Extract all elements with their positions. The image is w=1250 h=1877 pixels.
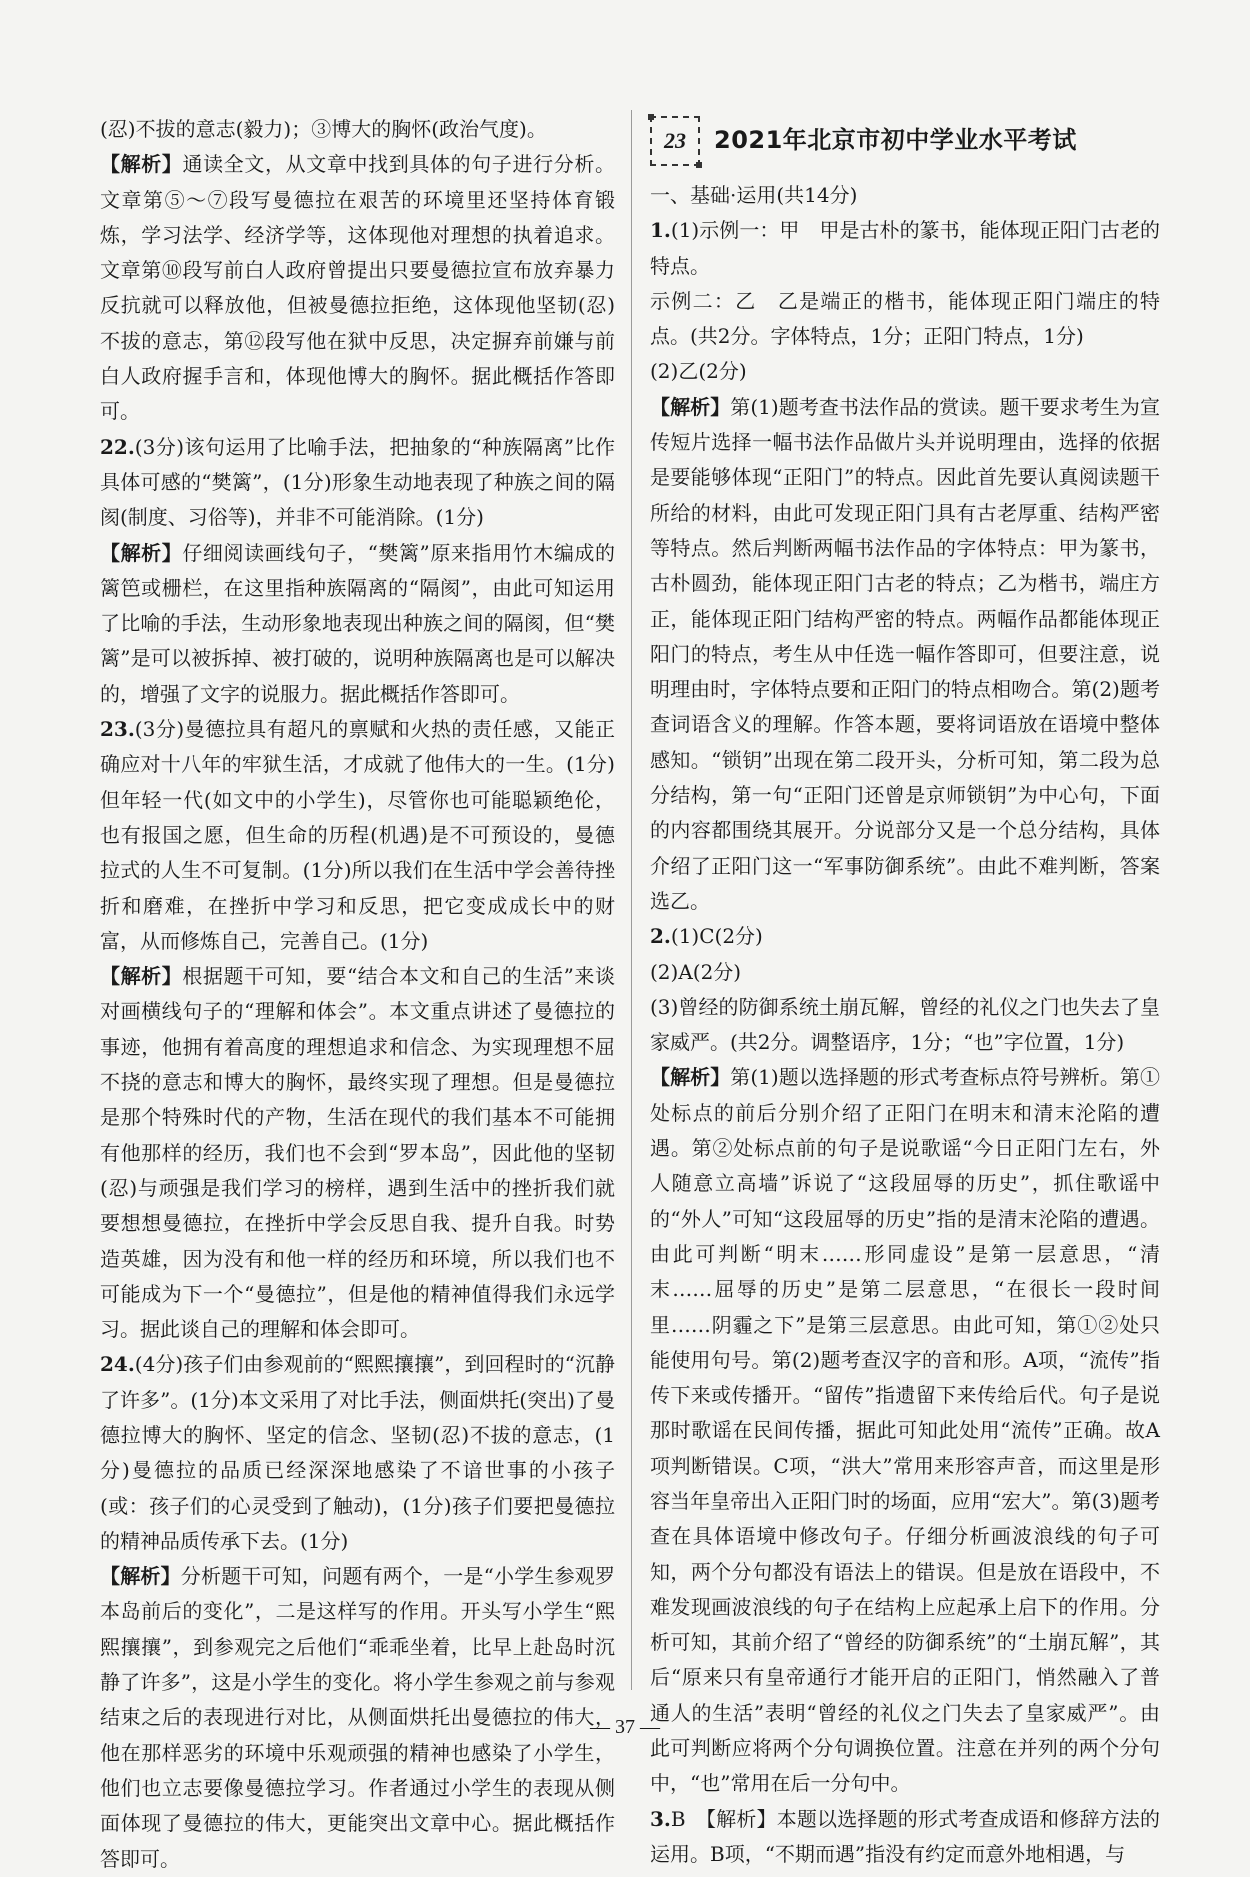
paragraph-tag: 1. bbox=[650, 218, 671, 243]
paragraph-text: 仔细阅读画线句子，“樊篱”原来指用竹木编成的篱笆或栅栏，在这里指种族隔离的“隔阂”，由此可知运用了比喻的手法，生动形象地表现出种族之间的隔阂，但“樊篱”是可以被拆掉、被打破的，说明种族隔离也是可以解决的，增强了文字的说服力。据此概括作答即可。 bbox=[100, 540, 615, 706]
answer-paragraph bbox=[650, 390, 1160, 919]
paragraph-tag: 23. bbox=[100, 717, 135, 742]
paragraph-text: (4分)孩子们由参观前的“熙熙攘攘”，到回程时的“沉静了许多”。(1分)本文采用了对比手法，侧面烘托(突出)了曼德拉博大的胸怀、坚定的信念、坚韧(忍)不拔的意志，(1分)曼德拉的品质已经深深地感染了不谙世事的小孩子(或：孩子们的心灵受到了触动)，(1分)孩子们要把曼德拉的精神品质传承下去。(1分) bbox=[100, 1352, 615, 1553]
paragraph-text: (3)曾经的防御系统土崩瓦解，曾经的礼仪之门也失去了皇家威严。(共2分。调整语序，1分；“也”字位置，1分) bbox=[650, 994, 1160, 1055]
paragraph-tag: 【解析】 bbox=[650, 394, 731, 419]
paragraph-text: B 【解析】本题以选择题的形式考查成语和修辞方法的运用。B项，“不期而遇”指没有约定而意外地相遇，与 bbox=[650, 1806, 1160, 1866]
paragraph-tag: 2. bbox=[650, 924, 671, 949]
paragraph-text: (1)示例一：甲 甲是古朴的篆书，能体现正阳门古老的特点。 bbox=[650, 218, 1160, 278]
paragraph-text: (1)C(2分) bbox=[670, 924, 763, 949]
paragraph-text: 示例二：乙 乙是端正的楷书，能体现正阳门端庄的特点。(共2分。字体特点，1分；正阳门特点，1分) bbox=[650, 288, 1160, 349]
paragraph-text: (2)A(2分) bbox=[650, 959, 742, 984]
paragraph-tag: 【解析】 bbox=[100, 540, 183, 565]
answer-paragraph bbox=[100, 112, 615, 147]
paragraph-text: (3分)该句运用了比喻手法，把抽象的“种族隔离”比作具体可感的“樊篱”，(1分)形象生动地表现了种族之间的隔阂(制度、习俗等)，并非不可能消除。(1分) bbox=[100, 434, 615, 530]
paragraph-text: 通读全文，从文章中找到具体的句子进行分析。文章第⑤～⑦段写曼德拉在艰苦的环境里还坚持体育锻炼，学习法学、经济学等，这体现他对理想的执着追求。文章第⑩段写前白人政府曾提出只要曼德拉宣布放弃暴力反抗就可以释放他，但被曼德拉拒绝，这体现他坚韧(忍)不拔的意志，第⑫段写他在狱中反思，决定摒弃前嫌与前白人政府握手言和，体现他博大的胸怀。据此概括作答即可。 bbox=[100, 152, 615, 424]
answer-paragraph bbox=[650, 919, 1160, 954]
paragraph-tag: 24. bbox=[100, 1352, 135, 1377]
paragraph-tag: 【解析】 bbox=[100, 152, 183, 177]
paragraph-tag: 【解析】 bbox=[100, 1564, 181, 1589]
answer-paragraph bbox=[100, 536, 615, 712]
answer-paragraph bbox=[100, 430, 615, 536]
section-header bbox=[650, 112, 1160, 170]
answer-paragraph bbox=[650, 1060, 1160, 1801]
right-column-body bbox=[650, 178, 1160, 1872]
answer-paragraph bbox=[100, 712, 615, 959]
answer-paragraph bbox=[650, 990, 1160, 1061]
paragraph-tag: 【解析】 bbox=[650, 1065, 731, 1090]
column-divider bbox=[631, 110, 632, 1690]
answer-paragraph bbox=[100, 1347, 615, 1559]
answer-paragraph bbox=[650, 955, 1160, 990]
paragraph-tag: 【解析】 bbox=[100, 964, 183, 989]
paragraph-text: 根据题干可知，要“结合本文和自己的生活”来谈对画横线句子的“理解和体会”。本文重点讲述了曼德拉的事迹，他拥有着高度的理想追求和信念、为实现理想不屈不挠的意志和博大的胸怀，最终实现了理想。但是曼德拉是那个特殊时代的产物，生活在现代的我们基本不可能拥有他那样的经历，我们也不会到“罗本岛”，因此他的坚韧(忍)与顽强是我们学习的榜样，遇到生活中的挫折我们就要想想曼德拉，在挫折中学会反思自我、提升自我。时势造英雄，因为没有和他一样的经历和环境，所以我们也不可能成为下一个“曼德拉”，但是他的精神值得我们永远学习。据此谈自己的理解和体会即可。 bbox=[100, 964, 615, 1342]
paragraph-tag: 22. bbox=[100, 434, 135, 459]
answer-paragraph bbox=[650, 284, 1160, 355]
paragraph-text: 第(1)题以选择题的形式考查标点符号辨析。第①处标点的前后分别介绍了正阳门在明末和清末沦陷的遭遇。第②处标点前的句子是说歌谣“今日正阳门左右，外人随意立高墙”诉说了“这段屈辱的历史”，抓住歌谣中的“外人”可知“这段屈辱的历史”指的是清末沦陷的遭遇。由此可判断“明末……形同虚设”是第一层意思，“清末……屈辱的历史”是第二层意思，“在很长一段时间里……阴霾之下”是第三层意思。由此可知，第①②处只能使用句号。第(2)题考查汉字的音和形。A项，“流传”指传下来或传播开。“留传”指遗留下来传给后代。句子是说那时歌谣在民间传播，据此可知此处用“流传”正确。故A项判断错误。C项，“洪大”常用来形容声音，而这里是形容当年皇帝出入正阳门时的场面，应用“宏大”。第(3)题考查在具体语境中修改句子。仔细分析画波浪线的句子可知，两个分句都没有语法上的错误。但是放在语段中，不难发现画波浪线的句子在结构上应起承上启下的作用。分析可知，其前介绍了“曾经的防御系统”的“土崩瓦解”，其后“原来只有皇帝通行才能开启的正阳门，悄然融入了普通人的生活”表明“曾经的礼仪之门失去了皇家威严”。由此可判断应将两个分句调换位置。注意在并列的两个分句中，“也”常用在后一分句中。 bbox=[650, 1065, 1160, 1796]
section-number-box bbox=[650, 116, 700, 166]
section-number: 23 bbox=[664, 128, 686, 154]
answer-paragraph bbox=[100, 959, 615, 1347]
paragraph-text: 一、基础·运用(共14分) bbox=[650, 183, 858, 207]
paragraph-text: 第(1)题考查书法作品的赏读。题干要求考生为宣传短片选择一幅书法作品做片头并说明理由，选择的依据是要能够体现“正阳门”的特点。因此首先要认真阅读题干所给的材料，由此可发现正阳门具有古老厚重、结构严密等特点。然后判断两幅书法作品的字体特点：甲为篆书，古朴圆劲，能体现正阳门古老的特点；乙为楷书，端庄方正，能体现正阳门结构严密的特点。两幅作品都能体现正阳门的特点，考生从中任选一幅作答即可，但要注意，说明理由时，字体特点要和正阳门的特点相吻合。第(2)题考查词语含义的理解。作答本题，要将词语放在语境中整体感知。“锁钥”出现在第二段开头，分析可知，第二段为总分结构，第一句“正阳门还曾是京师锁钥”为中心句，下面的内容都围绕其展开。分说部分又是一个总分结构，具体介绍了正阳门这一“军事防御系统”。由此不难判断，答案选乙。 bbox=[650, 394, 1160, 913]
answer-paragraph bbox=[650, 178, 1160, 213]
paragraph-text: (2)乙(2分) bbox=[650, 359, 747, 384]
paragraph-tag: 3. bbox=[650, 1806, 671, 1831]
right-column bbox=[650, 112, 1160, 1872]
paragraph-text: (3分)曼德拉具有超凡的禀赋和火热的责任感，又能正确应对十八年的牢狱生活，才成就了他伟大的一生。(1分)但年轻一代(如文中的小学生)，尽管你也可能聪颖绝伦，也有报国之愿，但生命的历程(机遇)是不可预设的，曼德拉式的人生不可复制。(1分)所以我们在生活中学会善待挫折和磨难，在挫折中学习和反思，把它变成成长中的财富，从而修炼自己，完善自己。(1分) bbox=[100, 717, 615, 953]
answer-paragraph bbox=[650, 1802, 1160, 1873]
paragraph-text: 分析题干可知，问题有两个，一是“小学生参观罗本岛前后的变化”，二是这样写的作用。开头写小学生“熙熙攘攘”，到参观完之后他们“乖乖坐着，比早上赴岛时沉静了许多”，这是小学生的变化。将小学生参观之前与参观结束之后的表现进行对比，从侧面烘托出曼德拉的伟大，他在那样恶劣的环境中乐观顽强的精神也感染了小学生，他们也立志要像曼德拉学习。作者通过小学生的表现从侧面体现了曼德拉的伟大，更能突出文章中心。据此概括作答即可。 bbox=[100, 1564, 615, 1871]
answer-paragraph bbox=[650, 354, 1160, 389]
answer-paragraph bbox=[100, 147, 615, 429]
left-column bbox=[100, 112, 615, 1877]
page-number: — 37 — bbox=[590, 1716, 660, 1738]
paragraph-text: (忍)不拔的意志(毅力)；③博大的胸怀(政治气度)。 bbox=[100, 117, 547, 141]
section-title: 2021年北京市初中学业水平考试 bbox=[714, 126, 1077, 155]
answer-paragraph bbox=[650, 213, 1160, 284]
